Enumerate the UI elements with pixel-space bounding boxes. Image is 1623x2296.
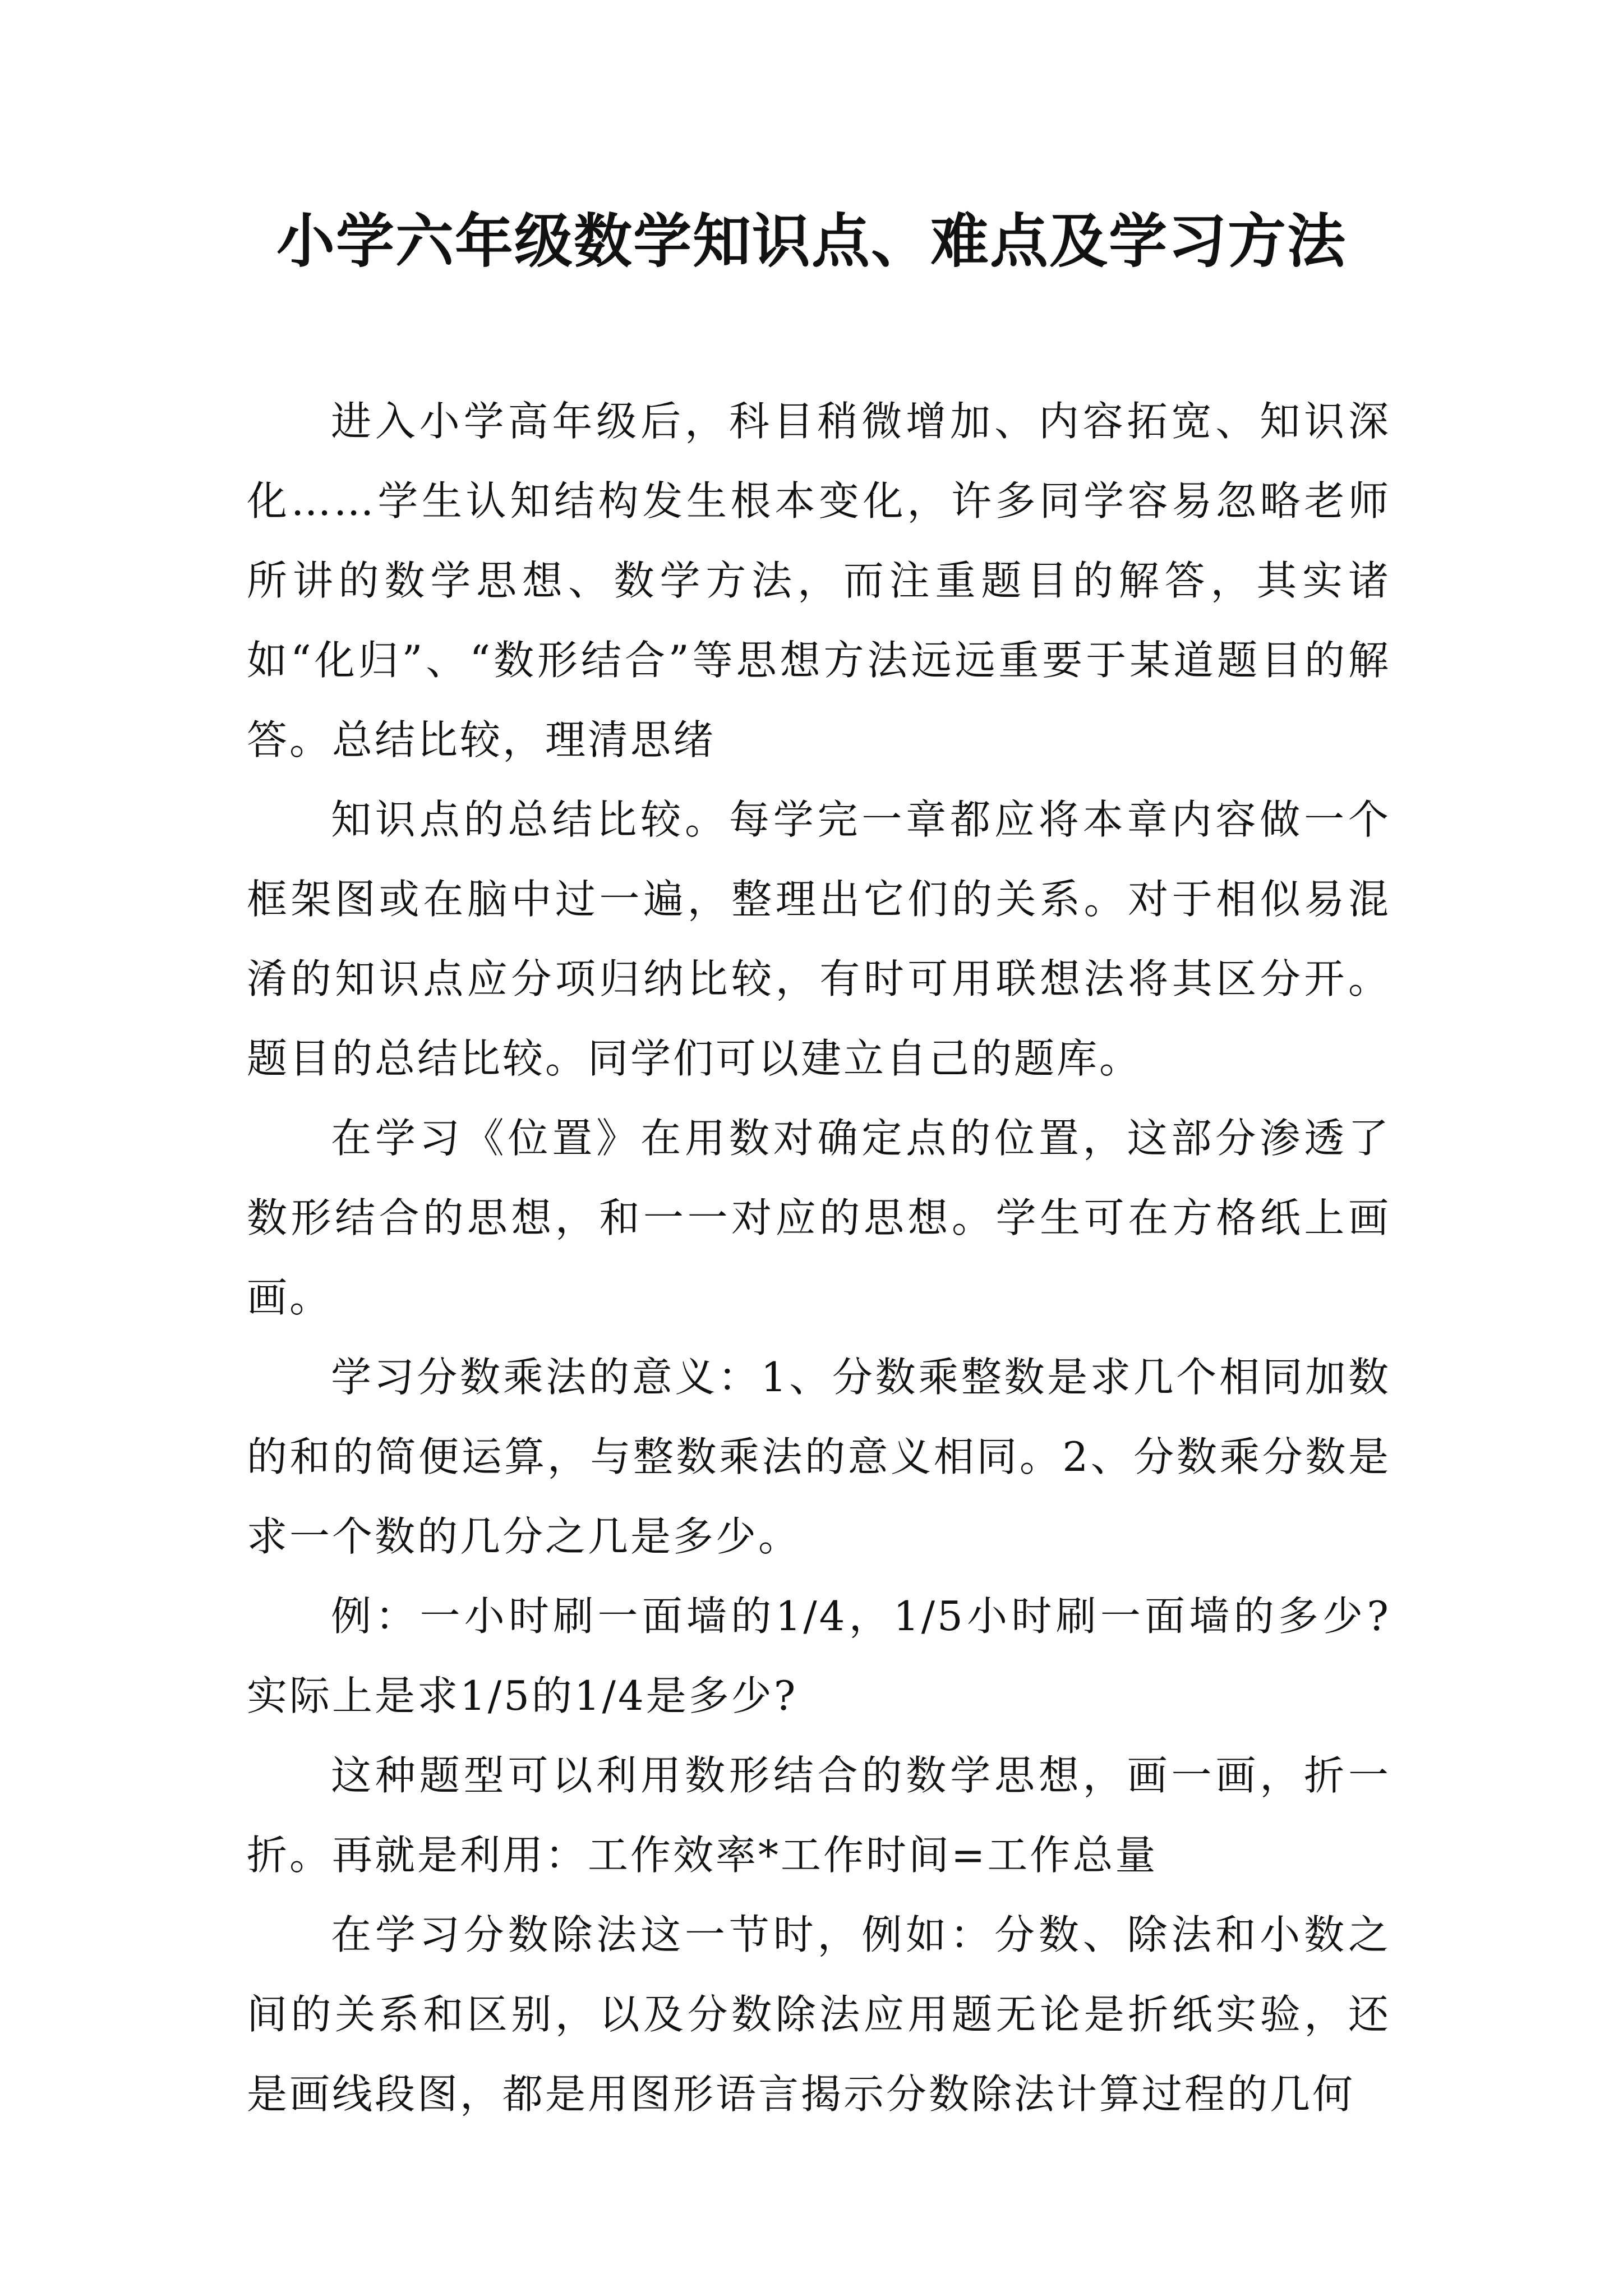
paragraph-intro: 进入小学高年级后，科目稍微增加、内容拓宽、知识深化……学生认知结构发生根本变化，许多同学容易忽略老师所讲的数学思想、数学方法，而注重题目的解答，其实诸如“化归”、“数形结合”等思想方法远远重要于某道题目的解答。总结比较，理清思绪	[247, 398, 1391, 763]
paragraph-example: 例：一小时刷一面墙的1/4，1/5小时刷一面墙的多少?实际上是求1/5的1/4是多少?	[247, 1593, 1391, 1719]
paragraph-method: 这种题型可以利用数形结合的数学思想，画一画，折一折。再就是利用：工作效率*工作时间=工作总量	[247, 1752, 1391, 1879]
paragraph-fraction-division: 在学习分数除法这一节时，例如：分数、除法和小数之间的关系和区别，以及分数除法应用题无论是折纸实验，还是画线段图，都是用图形语言揭示分数除法计算过程的几何	[247, 1911, 1391, 2118]
paragraph-position: 在学习《位置》在用数对确定点的位置，这部分渗透了数形结合的思想，和一一对应的思想。学生可在方格纸上画画。	[247, 1115, 1391, 1321]
document-body	[247, 381, 1391, 2134]
paragraph-summary-comparison: 知识点的总结比较。每学完一章都应将本章内容做一个框架图或在脑中过一遍，整理出它们的关系。对于相似易混淆的知识点应分项归纳比较，有时可用联想法将其区分开。题目的总结比较。同学们可以建立自己的题库。	[247, 796, 1391, 1082]
document-title: 小学六年级数学知识点、难点及学习方法	[276, 206, 1347, 275]
paragraph-fraction-multiplication: 学习分数乘法的意义：1、分数乘整数是求几个相同加数的和的简便运算，与整数乘法的意义相同。2、分数乘分数是求一个数的几分之几是多少。	[247, 1354, 1391, 1560]
